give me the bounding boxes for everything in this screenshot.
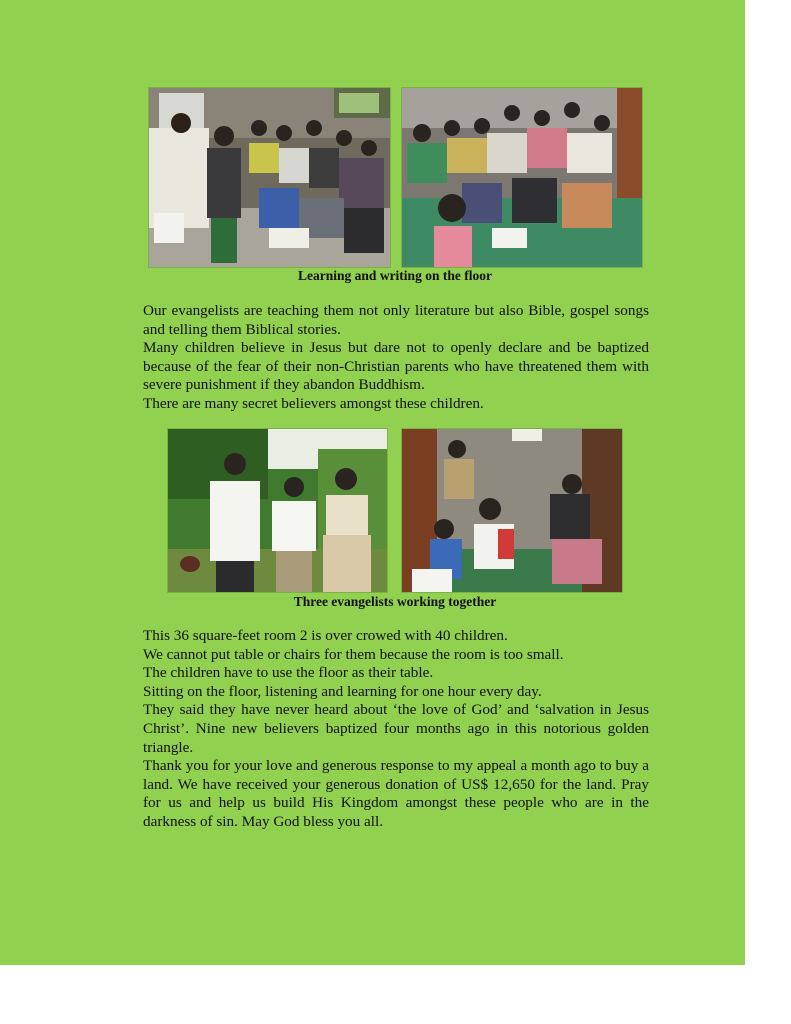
photo-three-evangelists	[168, 429, 387, 592]
paragraph: There are many secret believers amongst these children.	[143, 394, 484, 412]
text-block-evangelists-teaching	[143, 302, 649, 414]
paragraph: Sitting on the floor, listening and learning for one hour every day.	[143, 682, 542, 700]
paragraph: The children have to use the floor as their table.	[143, 664, 434, 682]
paragraph: We cannot put table or chairs for them because the room is too small.	[143, 645, 564, 663]
photo-caption-evangelists: Three evangelists working together	[293, 594, 497, 609]
photo-indoor-class	[402, 429, 622, 592]
paragraph: This 36 square-feet room 2 is over crowed with 40 children.	[143, 627, 508, 644]
paragraph: Many children believe in Jesus but dare not to openly declare and be baptized because of the fear of their non-Christian parents who have threatened them with severe punishment if they abandon Buddhism.	[143, 339, 649, 394]
paragraph: They said they have never heard about ‘the love of God’ and ‘salvation in Jesus Christ’. Nine new believers baptized four months ago in this notorious golden triangle.	[143, 701, 649, 756]
photo-caption-learning: Learning and writing on the floor	[298, 268, 492, 283]
text-block-room-details	[143, 627, 649, 832]
paragraph: Our evangelists are teaching them not only literature but also Bible, gospel songs and telling them Biblical stories.	[143, 302, 649, 338]
photo-children-floor	[402, 88, 642, 267]
photo-classroom-teaching	[149, 88, 390, 267]
paragraph: Thank you for your love and generous response to my appeal a month ago to buy a land. We have received your generous donation of US$ 12,650 for the land. Pray for us and help us build His Kingdom amongst these people who are in the darkness of sin. May God bless you all.	[143, 757, 649, 830]
